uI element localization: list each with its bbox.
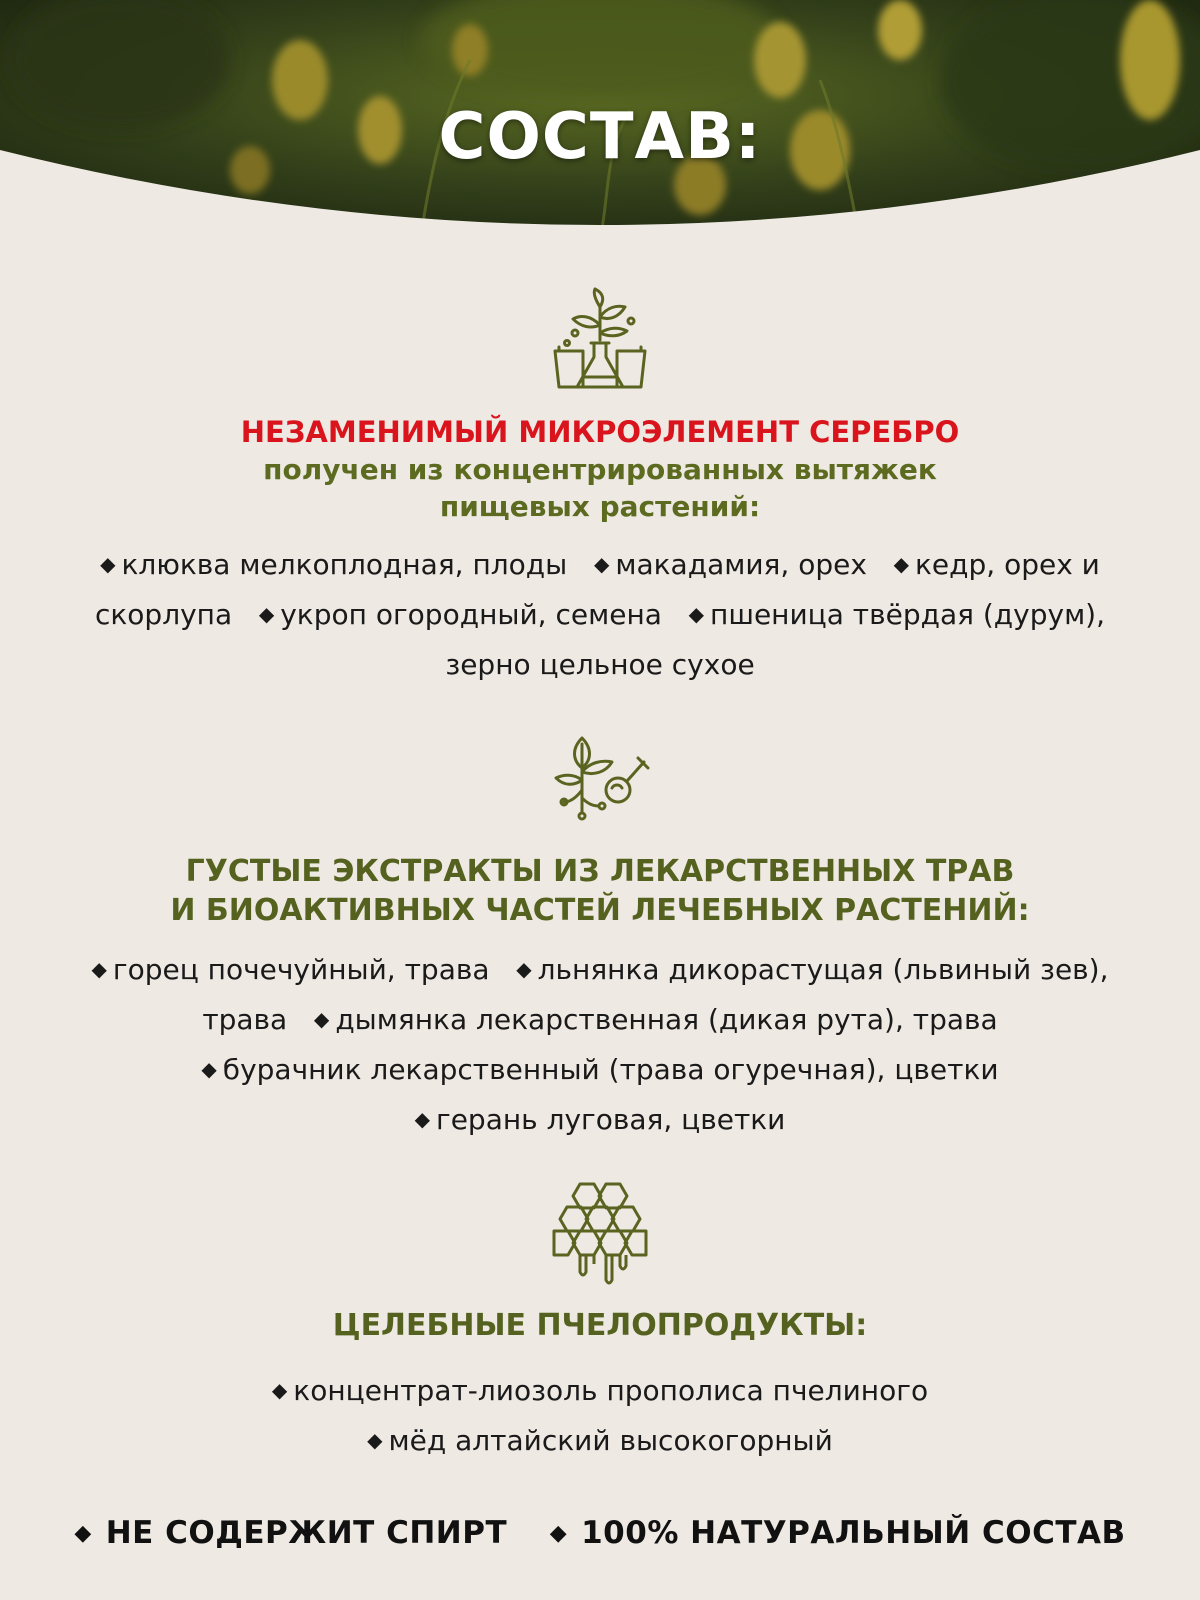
footer-claims [0, 1515, 1200, 1551]
list-item: ◆ концентрат-лиозоль прополиса пчелиного [271, 1374, 929, 1407]
diamond-bullet-icon: ◆ [271, 1378, 288, 1402]
diamond-bullet-icon: ◆ [516, 957, 532, 981]
list-item: ◆ кедр, орех и скорлупа [94, 548, 1100, 631]
ingredient-list [80, 541, 1120, 689]
section-bee-products [0, 1180, 1200, 1467]
honeycomb-icon [550, 1180, 650, 1288]
list-item: ◆ укроп огородный, семена [258, 598, 662, 631]
section-heading-line-2: И БИОАКТИВНЫХ ЧАСТЕЙ ЛЕЧЕБНЫХ РАСТЕНИЙ: [170, 893, 1030, 928]
list-item: ◆ мёд алтайский высокогорный [367, 1424, 833, 1457]
diamond-bullet-icon: ◆ [313, 1007, 330, 1031]
section-heading-red: НЕЗАМЕНИМЫЙ МИКРОЭЛЕМЕНТ СЕРЕБРО [240, 415, 960, 449]
diamond-bullet-icon: ◆ [549, 1521, 568, 1546]
herb-magnifier-icon [550, 728, 650, 828]
section-heading-line-1: ГУСТЫЕ ЭКСТРАКТЫ ИЗ ЛЕКАРСТВЕННЫХ ТРАВ [185, 854, 1015, 889]
section-subheading-line-2: пищевых растений: [439, 490, 761, 523]
diamond-bullet-icon: ◆ [367, 1428, 383, 1452]
footer-claim: ◆ 100% НАТУРАЛЬНЫЙ СОСТАВ [549, 1515, 1126, 1551]
section-silver [0, 285, 1200, 689]
plant-lab-flask-icon [545, 285, 655, 395]
diamond-bullet-icon: ◆ [201, 1057, 217, 1081]
list-item: ◆ пшеница твёрдая (дурум), зерно цельное сухое [445, 598, 1106, 681]
section-subheading-line-1: получен из концентрированных вытяжек [263, 453, 937, 486]
page-title: СОСТАВ: [438, 100, 762, 174]
ingredient-list [50, 946, 1150, 1146]
list-item: ◆ клюква мелкоплодная, плоды [100, 548, 568, 581]
list-item: ◆ бурачник лекарственный (трава огуречная), цветки [201, 1053, 999, 1086]
section-heading: ЦЕЛЕБНЫЕ ПЧЕЛОПРОДУКТЫ: [332, 1308, 868, 1343]
list-item: ◆ горец почечуйный, трава [91, 953, 490, 986]
diamond-bullet-icon: ◆ [414, 1107, 430, 1131]
hero-banner [0, 0, 1200, 240]
list-item: ◆ макадамия, орех [593, 548, 867, 581]
diamond-bullet-icon: ◆ [74, 1521, 92, 1546]
diamond-bullet-icon: ◆ [688, 602, 705, 626]
diamond-bullet-icon: ◆ [258, 602, 275, 626]
diamond-bullet-icon: ◆ [100, 552, 116, 576]
list-item: ◆ дымянка лекарственная (дикая рута), трава [313, 1003, 998, 1036]
ingredient-list [100, 1367, 1100, 1467]
list-item: ◆ льнянка дикорастущая (львиный зев), трава [202, 953, 1109, 1036]
diamond-bullet-icon: ◆ [893, 552, 909, 576]
section-herbal-extracts [0, 728, 1200, 1146]
diamond-bullet-icon: ◆ [91, 957, 107, 981]
diamond-bullet-icon: ◆ [593, 552, 610, 576]
list-item: ◆ герань луговая, цветки [414, 1103, 786, 1136]
footer-claim: ◆ НЕ СОДЕРЖИТ СПИРТ [74, 1515, 508, 1551]
